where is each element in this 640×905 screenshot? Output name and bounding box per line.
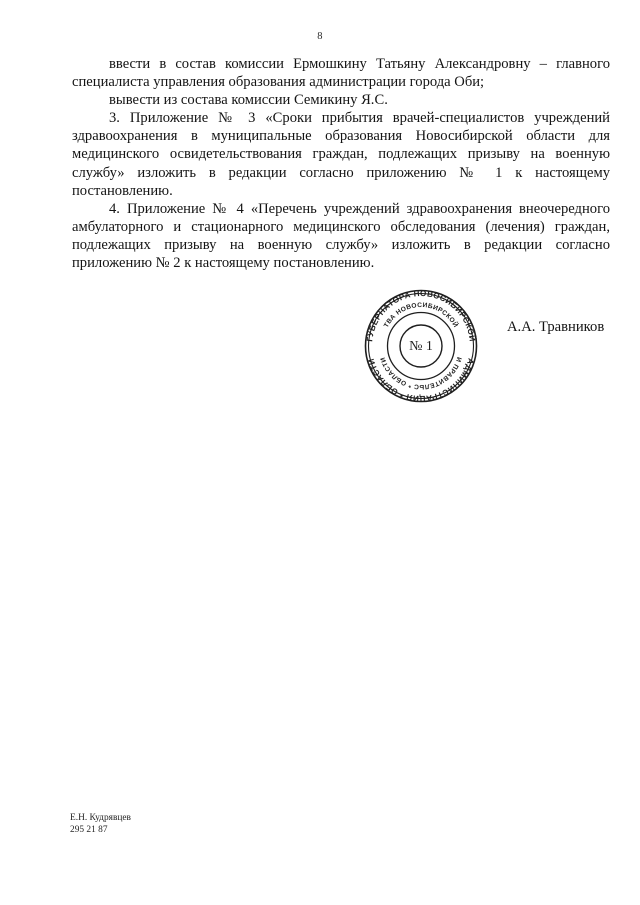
footer-phone: 295 21 87 xyxy=(70,824,108,835)
svg-text:№ 1: № 1 xyxy=(409,339,433,354)
signatory-name: А.А. Травников xyxy=(507,319,605,335)
page-number: 8 xyxy=(317,31,323,42)
footer-executor-name: Е.Н. Кудрявцев xyxy=(70,813,131,823)
document-footer xyxy=(70,813,131,836)
paragraph-item-4: 4. Приложение № 4 «Перечень учреждений здравоохранения внеочередного амбулаторного и стационарного медицинского обследования (лечения) граждан, подлежащих призыву на военную службу» изложить в редакции согласно приложению № 2 к настоящему постановлению. xyxy=(72,200,610,272)
svg-text:ТВА НОВОСИБИРСКОЙ: ТВА НОВОСИБИРСКОЙ xyxy=(382,301,460,329)
svg-text:АДМИНИСТРАЦИЯ * ОБЛАСТИ: АДМИНИСТРАЦИЯ * ОБЛАСТИ xyxy=(366,357,476,404)
body-text-block xyxy=(72,55,610,272)
svg-text:И ПРАВИТЕЛЬС * ОБЛАСТИ: И ПРАВИТЕЛЬС * ОБЛАСТИ xyxy=(379,356,463,391)
official-seal-stamp xyxy=(364,288,478,404)
paragraph-item-3: 3. Приложение № 3 «Сроки прибытия врачей-специалистов учреждений здравоохранения в муниципальные образования Новосибирской области для медицинского освидетельствования граждан, подлежащих призыву на военную службу» изложить в редакции согласно приложению № 1 к настоящему постановлению. xyxy=(72,110,610,199)
paragraph-vvesti: ввести в состав комиссии Ермошкину Татьяну Александровну – главного специалиста управления образования администрации города Оби; xyxy=(72,56,610,91)
paragraph-vyvesti: вывести из состава комиссии Семикину Я.С. xyxy=(109,92,388,109)
svg-text:ГУБЕРНАТОРА НОВОСИБИРСКОЙ: ГУБЕРНАТОРА НОВОСИБИРСКОЙ xyxy=(365,288,477,343)
